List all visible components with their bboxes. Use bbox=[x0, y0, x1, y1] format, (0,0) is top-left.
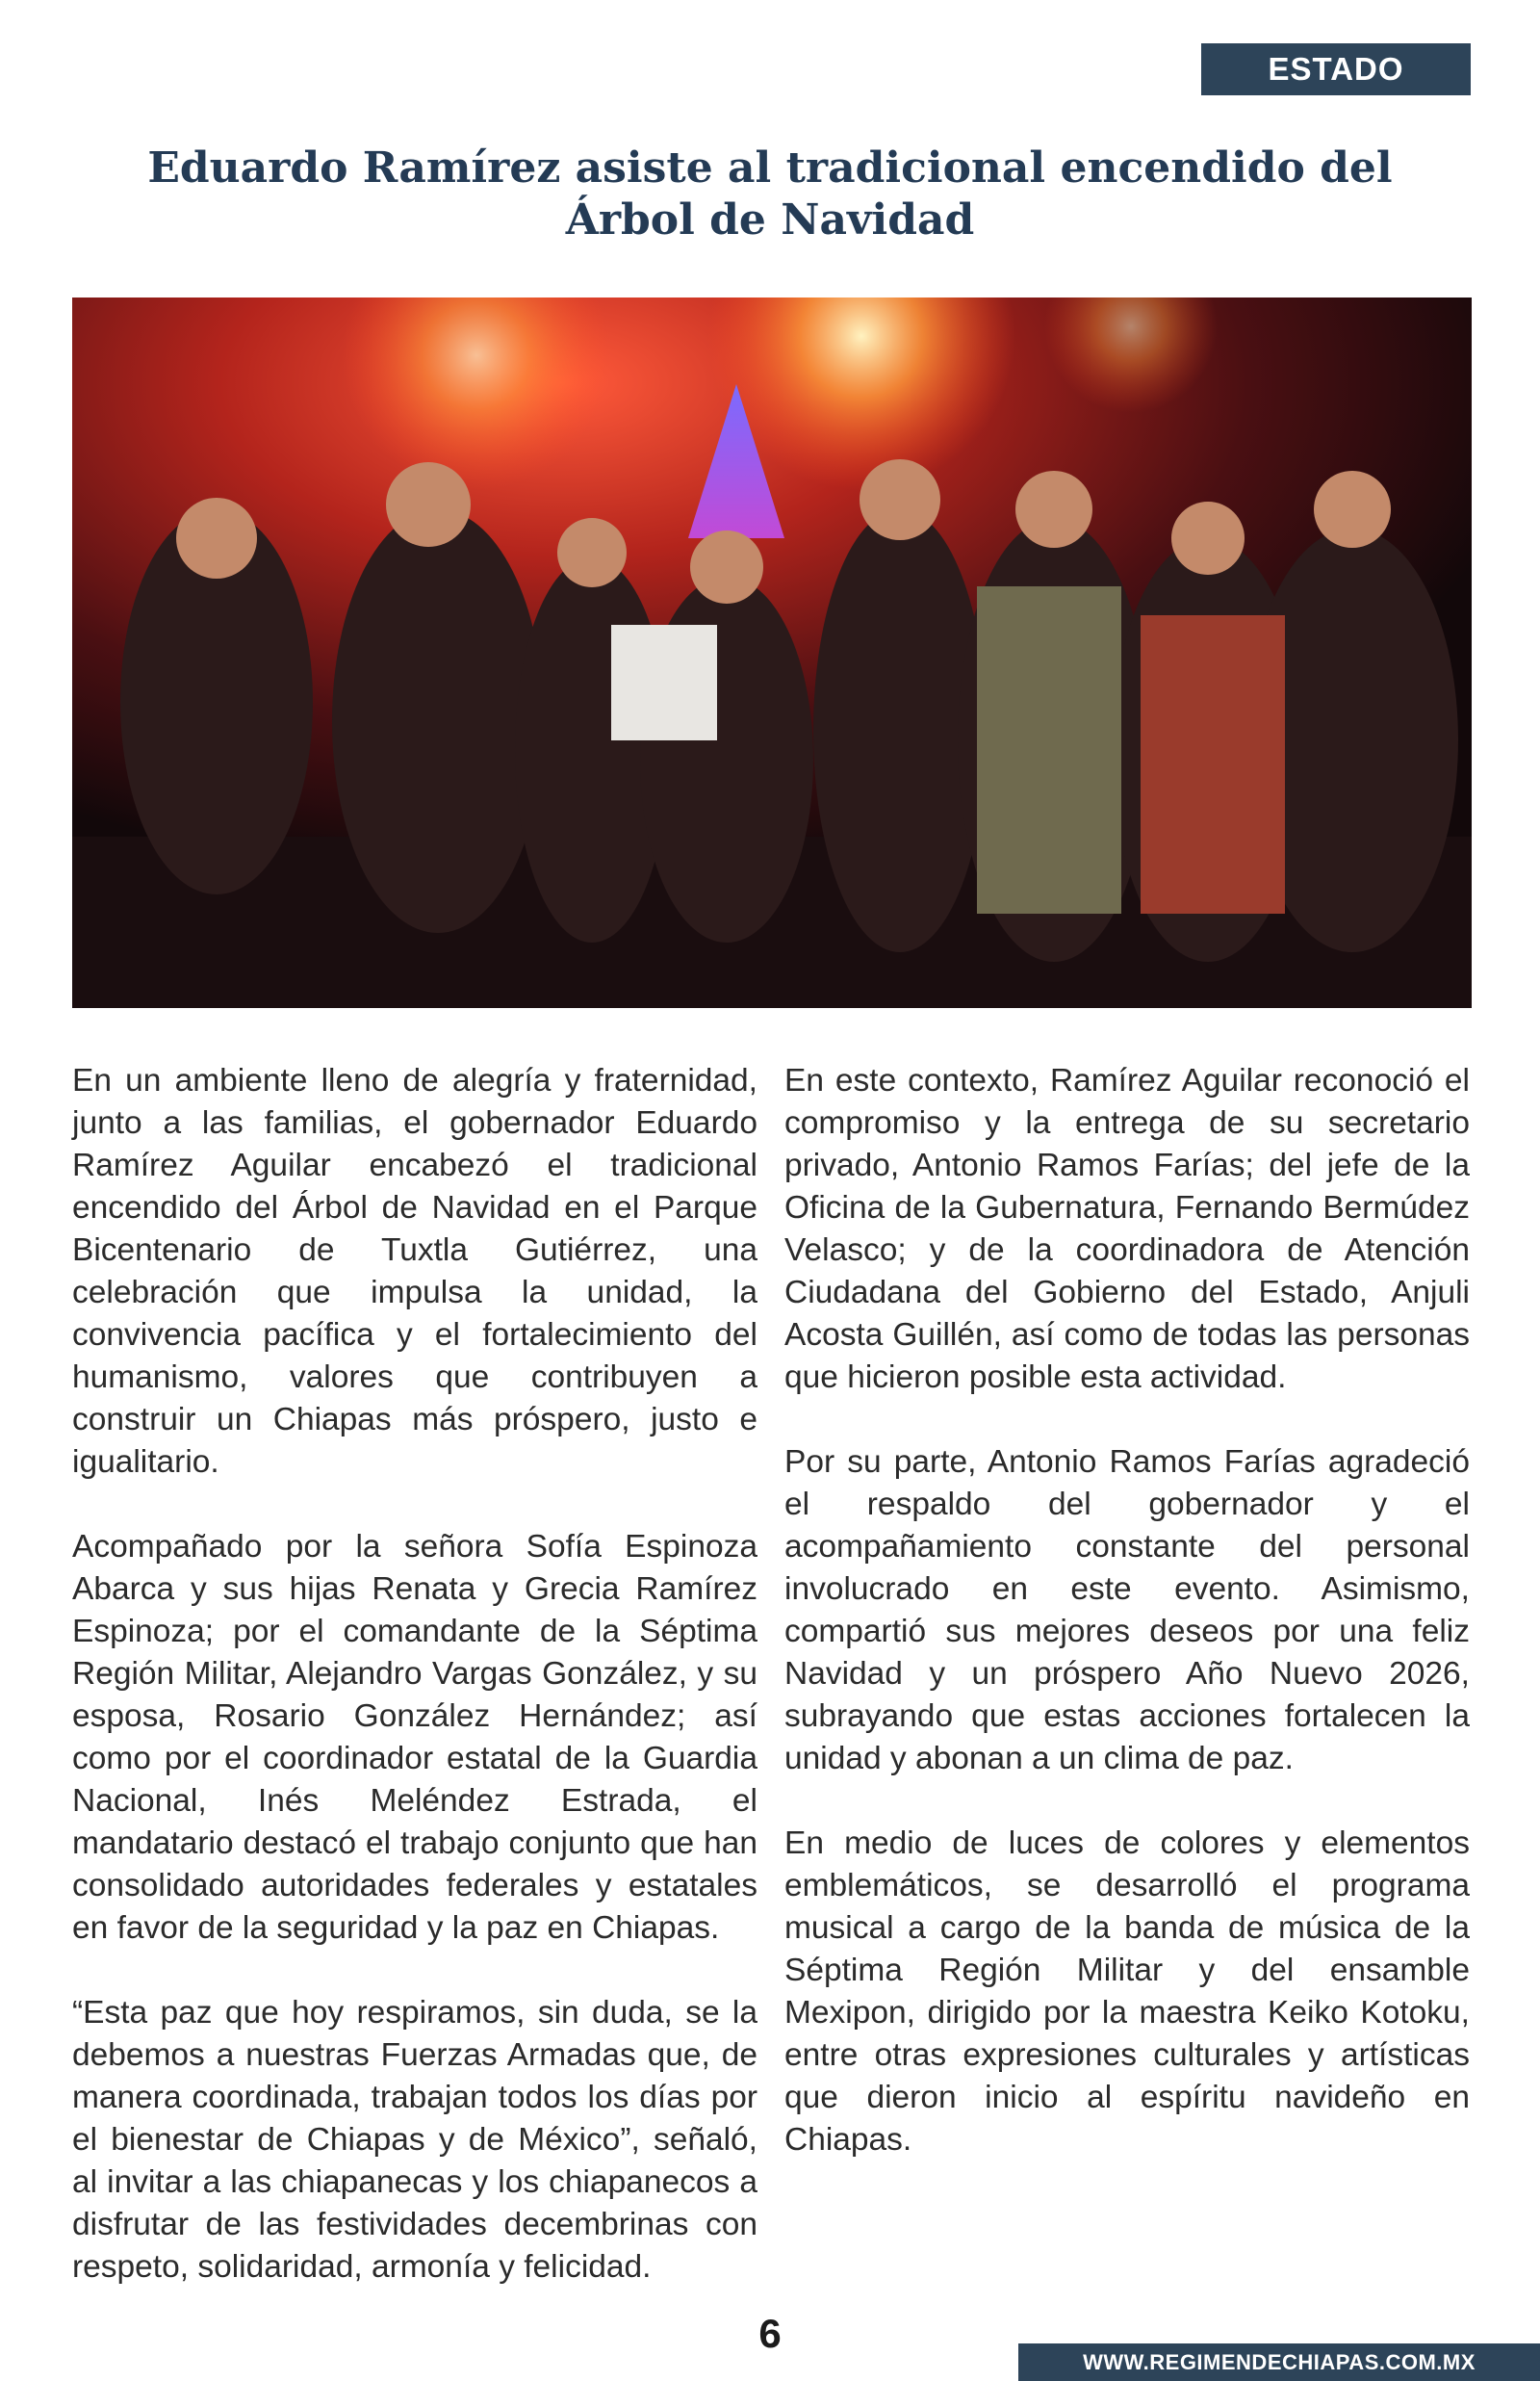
paragraph: Acompañado por la señora Sofía Espinoza Abarca y sus hijas Renata y Grecia Ramírez Espinoza; por el comandante de la Séptima Región Militar, Alejandro Vargas González, y su esposa, Rosario González Hernández; así como por el coordinador estatal de la Guardia Nacional, Inés Meléndez Estrada, el mandatario destacó el trabajo conjunto que han consolidado autoridades federales y estatales en favor de la seguridad y la paz en Chiapas. bbox=[72, 1529, 757, 1946]
section-tag: ESTADO bbox=[1201, 43, 1471, 95]
paragraph: Por su parte, Antonio Ramos Farías agradeció el respaldo del gobernador y el acompañamiento constante del personal involucrado en este evento. Asimismo, compartió sus mejores deseos por una feliz Navidad y un próspero Año Nuevo 2026, subrayando que estas acciones fortalecen la unidad y abonan a un clima de paz. bbox=[784, 1444, 1470, 1776]
article-column-right bbox=[784, 1060, 1470, 2204]
paragraph: En este contexto, Ramírez Aguilar reconoció el compromiso y la entrega de su secretario privado, Antonio Ramos Farías; del jefe de la Oficina de la Gubernatura, Fernando Bermúdez Velasco; y de la coordinadora de Atención Ciudadana del Gobierno del Estado, Anjuli Acosta Guillén, así como de todas las personas que hicieron posible esta actividad. bbox=[784, 1063, 1470, 1395]
article-photo bbox=[72, 298, 1472, 1008]
paragraph: “Esta paz que hoy respiramos, sin duda, se la debemos a nuestras Fuerzas Armadas que, de manera coordinada, trabajan todos los días por el bienestar de Chiapas y de México”, señaló, al invitar a las chiapanecas y los chiapanecos a disfrutar de las festividades decembrinas con respeto, solidaridad, armonía y felicidad. bbox=[72, 1995, 757, 2285]
page-number: 6 bbox=[758, 2311, 782, 2356]
article-column-left bbox=[72, 1060, 757, 2331]
paragraph: En un ambiente lleno de alegría y fraternidad, junto a las familias, el gobernador Eduardo Ramírez Aguilar encabezó el tradicional encendido del Árbol de Navidad en el Parque Bicentenario de Tuxtla Gutiérrez, una celebración que impulsa la unidad, la convivencia pacífica y el fortalecimiento del humanismo, valores que contribuyen a construir un Chiapas más próspero, justo e igualitario. bbox=[72, 1063, 757, 1480]
paragraph: En medio de luces de colores y elementos emblemáticos, se desarrolló el programa musical a cargo de la banda de música de la Séptima Región Militar y del ensamble Mexipon, dirigido por la maestra Keiko Kotoku, entre otras expresiones culturales y artísticas que dieron inicio al espíritu navideño en Chiapas. bbox=[784, 1825, 1470, 2158]
article-title: Eduardo Ramírez asiste al tradicional encendido del Árbol de Navidad bbox=[147, 143, 1393, 245]
footer-website-link[interactable]: WWW.REGIMENDECHIAPAS.COM.MX bbox=[1018, 2343, 1540, 2381]
event-photo-icon bbox=[72, 298, 1472, 1008]
